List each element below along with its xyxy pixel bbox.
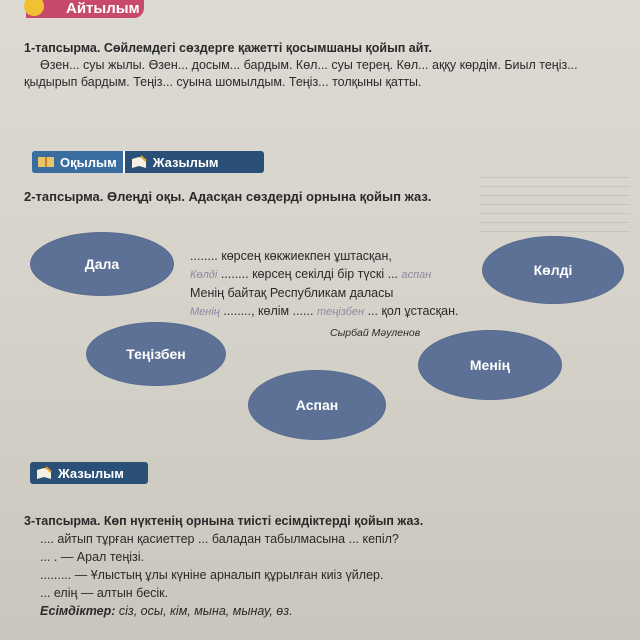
writing-label: Жазылым xyxy=(152,154,219,170)
task3-title: 3-тапсырма. Көп нүктенің орнына тиісті есімдіктерді қойып жаз. xyxy=(24,514,424,528)
poem-line-3: Менің байтақ Республикам даласы xyxy=(190,286,394,300)
poem-line-4-end: ... қол ұстасқан. xyxy=(367,304,459,318)
section-pill-reading-writing xyxy=(32,151,264,173)
section-pill-writing xyxy=(30,462,148,484)
pencil-book-icon xyxy=(36,466,52,480)
word-oval-tenizben: Теңізбен xyxy=(86,322,226,386)
pronoun-list xyxy=(24,602,624,620)
task3-line-1: .... айтып тұрған қасиеттер ... баладан табылмасына ... кепіл? xyxy=(40,532,399,546)
word-oval-menin: Менің xyxy=(418,330,562,400)
writing-segment xyxy=(125,151,225,173)
pencil-book-icon xyxy=(131,155,147,169)
section-banner-speaking xyxy=(26,0,144,18)
handwritten-answer: Көлді xyxy=(190,269,218,281)
handwritten-answer: теңізбен xyxy=(316,306,365,318)
word-oval-dala: Дала xyxy=(30,232,174,296)
task1-line1: Өзен... суы жылы. Өзен... досым... бардым. Көл... суы терең. Көл... аққу көрдім. Биыл теңіз... xyxy=(40,58,578,72)
task3-line-2: ... . — Арал теңізі. xyxy=(40,550,145,564)
writing-label: Жазылым xyxy=(58,465,124,481)
task2 xyxy=(24,188,624,205)
task1-title: 1-тапсырма. Сөйлемдегі сөздерге қажетті қосымшаны қойып айт. xyxy=(24,41,432,55)
task1-line2: қыдырып бардым. Теңіз... суына шомылдым. Теңіз... толқыны қатты. xyxy=(24,75,422,89)
poem-author: Сырбай Мәуленов xyxy=(330,327,421,339)
book-icon xyxy=(38,156,54,168)
section-banner-label: Айтылым xyxy=(66,0,140,17)
word-oval-aspan: Аспан xyxy=(248,370,386,440)
poem xyxy=(190,247,459,321)
speaking-icon xyxy=(24,0,44,16)
poem-line-4: ........, көлім ...... xyxy=(223,304,314,318)
task2-title: 2-тапсырма. Өлеңді оқы. Адасқан сөздерді орнына қойып жаз. xyxy=(24,189,432,204)
task3-line-4: ... елің — алтын бесік. xyxy=(40,586,169,600)
task1 xyxy=(24,40,624,91)
task3-line-3: ......... — Ұлыстың ұлы күніне арналып құрылған киіз үйлер. xyxy=(40,568,384,582)
pronoun-list-label: Есімдіктер: xyxy=(40,604,116,618)
reading-segment xyxy=(32,151,123,173)
pronoun-list-items: сіз, осы, кім, мына, мынау, өз. xyxy=(118,604,293,618)
poem-line-2: ........ көрсең секілді бір түскі ... xyxy=(220,267,399,281)
handwritten-answer: Менің xyxy=(190,306,220,318)
handwritten-answer: аспан xyxy=(401,269,432,281)
task3 xyxy=(24,512,624,620)
word-oval-koldi: Көлді xyxy=(482,236,624,304)
poem-line-1: ........ көрсең көкжиекпен ұштасқан, xyxy=(190,249,392,263)
reading-label: Оқылым xyxy=(60,154,117,170)
